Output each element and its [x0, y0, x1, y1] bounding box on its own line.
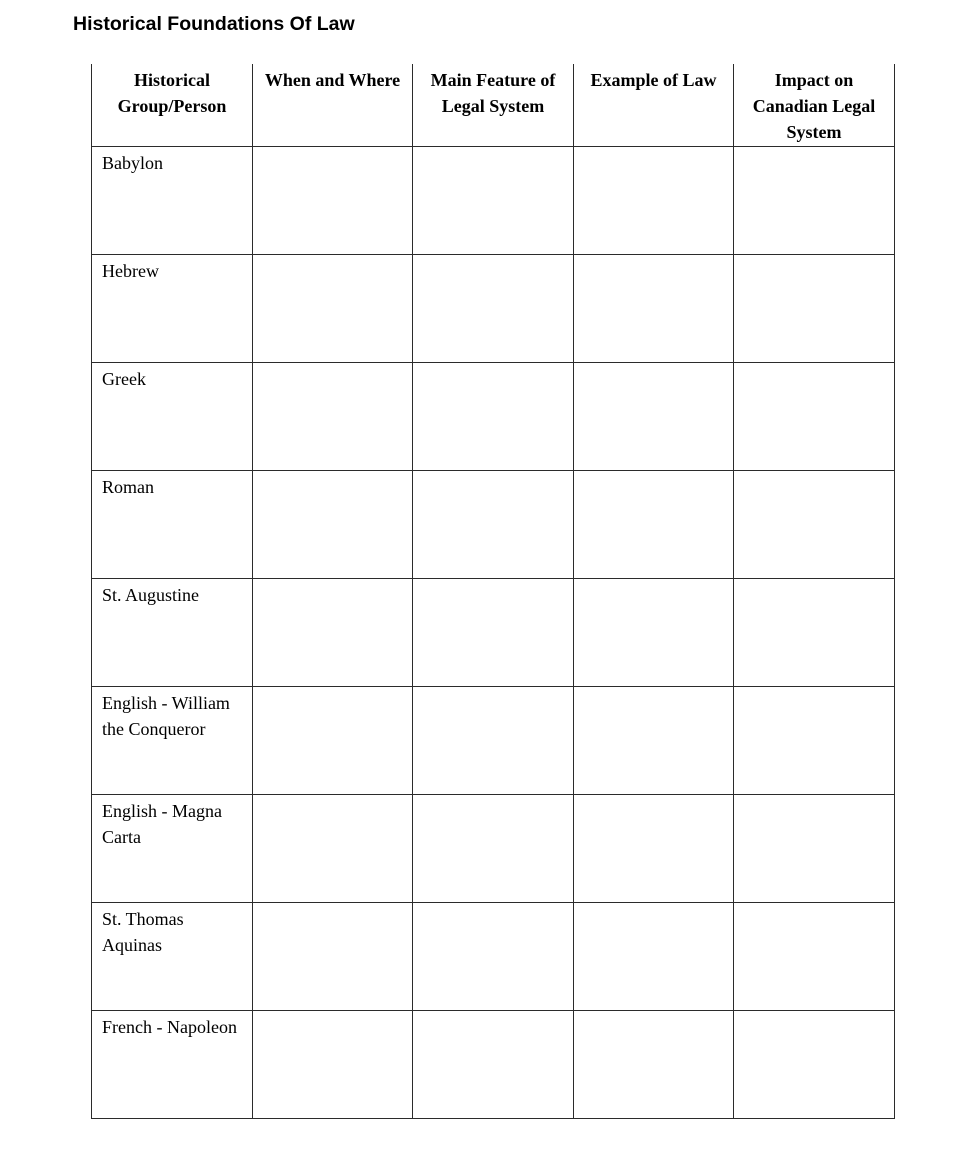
- header-example-of-law: Example of Law: [574, 64, 734, 146]
- main-feature-cell[interactable]: [413, 362, 574, 470]
- table-row: [92, 470, 895, 578]
- header-row: [92, 64, 895, 146]
- main-feature-cell[interactable]: [413, 470, 574, 578]
- header-impact-on-canadian-legal-system: Impact on Canadian Legal System: [734, 64, 895, 146]
- table-row: [92, 254, 895, 362]
- main-feature-cell[interactable]: [413, 146, 574, 254]
- group-cell: St. Thomas Aquinas: [92, 902, 253, 1010]
- example-cell[interactable]: [574, 254, 734, 362]
- main-feature-cell[interactable]: [413, 902, 574, 1010]
- example-cell[interactable]: [574, 578, 734, 686]
- table-row: [92, 1010, 895, 1118]
- worksheet-table: [91, 64, 895, 1119]
- table-row: [92, 686, 895, 794]
- impact-cell[interactable]: [734, 1010, 895, 1118]
- when-where-cell[interactable]: [253, 470, 413, 578]
- when-where-cell[interactable]: [253, 794, 413, 902]
- header-main-feature: Main Feature of Legal System: [413, 64, 574, 146]
- impact-cell[interactable]: [734, 794, 895, 902]
- header-when-and-where: When and Where: [253, 64, 413, 146]
- table-row: [92, 902, 895, 1010]
- when-where-cell[interactable]: [253, 1010, 413, 1118]
- header-historical-group: Historical Group/Person: [92, 64, 253, 146]
- impact-cell[interactable]: [734, 146, 895, 254]
- group-cell: English - Magna Carta: [92, 794, 253, 902]
- table-row: [92, 578, 895, 686]
- example-cell[interactable]: [574, 146, 734, 254]
- impact-cell[interactable]: [734, 362, 895, 470]
- group-cell: Roman: [92, 470, 253, 578]
- example-cell[interactable]: [574, 470, 734, 578]
- example-cell[interactable]: [574, 1010, 734, 1118]
- impact-cell[interactable]: [734, 578, 895, 686]
- impact-cell[interactable]: [734, 902, 895, 1010]
- table-row: [92, 794, 895, 902]
- when-where-cell[interactable]: [253, 902, 413, 1010]
- impact-cell[interactable]: [734, 254, 895, 362]
- group-cell: St. Augustine: [92, 578, 253, 686]
- when-where-cell[interactable]: [253, 578, 413, 686]
- group-cell: Greek: [92, 362, 253, 470]
- group-cell: Babylon: [92, 146, 253, 254]
- when-where-cell[interactable]: [253, 146, 413, 254]
- page-title: Historical Foundations Of Law: [73, 13, 355, 35]
- example-cell[interactable]: [574, 902, 734, 1010]
- group-cell: French - Napoleon: [92, 1010, 253, 1118]
- group-cell: Hebrew: [92, 254, 253, 362]
- main-feature-cell[interactable]: [413, 254, 574, 362]
- example-cell[interactable]: [574, 794, 734, 902]
- main-feature-cell[interactable]: [413, 794, 574, 902]
- example-cell[interactable]: [574, 686, 734, 794]
- when-where-cell[interactable]: [253, 254, 413, 362]
- impact-cell[interactable]: [734, 686, 895, 794]
- when-where-cell[interactable]: [253, 362, 413, 470]
- table-row: [92, 146, 895, 254]
- table-row: [92, 362, 895, 470]
- main-feature-cell[interactable]: [413, 578, 574, 686]
- main-feature-cell[interactable]: [413, 1010, 574, 1118]
- example-cell[interactable]: [574, 362, 734, 470]
- when-where-cell[interactable]: [253, 686, 413, 794]
- group-cell: English - William the Conqueror: [92, 686, 253, 794]
- main-feature-cell[interactable]: [413, 686, 574, 794]
- impact-cell[interactable]: [734, 470, 895, 578]
